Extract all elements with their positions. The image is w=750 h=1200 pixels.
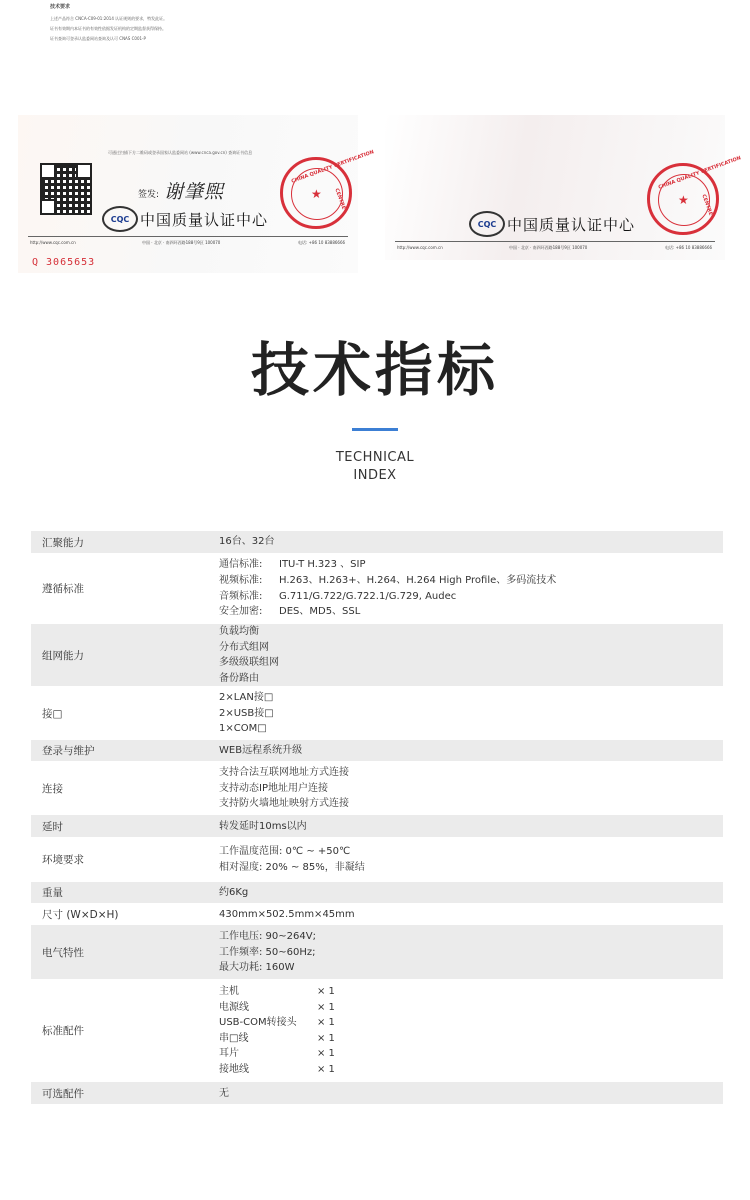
footer-phone: 电话: +86 10 83886666 (665, 245, 713, 250)
spec-value (207, 531, 723, 553)
qr-code-icon (40, 163, 92, 215)
section-subtitle (0, 449, 750, 485)
qr-note: 可通过扫描下方二维码或登录国家认监委网站 (www.cnca.gov.cn) 查询证书信息 (108, 150, 253, 155)
accessory-item: 耳片 × 1 (219, 1048, 335, 1060)
spec-row (31, 761, 723, 815)
spec-value-line: 无 (219, 1087, 229, 1099)
spec-value-line: 最大功耗: 160W (219, 962, 295, 974)
spec-table (31, 531, 723, 1104)
certification-seal-icon: ★ CHINA QUALITY CERTIFICATION CENTRE (647, 163, 719, 235)
spec-value-line: 备份路由 (219, 672, 259, 684)
spec-value (207, 815, 723, 837)
spec-value-line: 2×USB接□ (219, 707, 274, 719)
spec-row (31, 624, 723, 686)
spec-label: 组网能力 (31, 624, 207, 686)
spec-value (207, 979, 723, 1082)
spec-label: 汇聚能力 (31, 531, 207, 553)
certificate-line: 证书有效期内本证书的有效性依据发证机构的定期监督获得保持。 (50, 26, 166, 31)
certificate-images (0, 0, 750, 275)
spec-value-line: 分布式组网 (219, 641, 269, 653)
footer-phone: 电话: +86 10 83886666 (298, 240, 346, 245)
spec-value-line: 2×LAN接□ (219, 691, 274, 703)
certificate-right (385, 115, 742, 260)
section-title: 技术指标 (250, 336, 499, 404)
spec-row (31, 979, 723, 1082)
spec-label: 标准配件 (42, 1025, 84, 1038)
spec-row (31, 553, 723, 624)
spec-value-line: 工作电压: 90~264V; (219, 930, 316, 942)
spec-value-line: 转发延时10ms以内 (219, 820, 307, 832)
spec-value (207, 740, 723, 761)
certificate-heading: 技术要求 (50, 4, 71, 10)
spec-row (31, 531, 723, 553)
footer-address: 中国 · 北京 · 南四环西路188号9区 100070 (509, 245, 588, 250)
spec-value (207, 925, 723, 979)
footer-web: http://www.cqc.com.cn (397, 245, 443, 250)
spec-row (31, 740, 723, 761)
spec-value (207, 686, 723, 740)
divider (395, 241, 715, 242)
footer-web: http://www.cqc.com.cn (30, 240, 76, 245)
spec-value-line: 工作温度范围: 0℃ ~ +50℃ (219, 846, 351, 858)
cqc-logo-icon: CQC (102, 206, 138, 232)
certificate-line: 上述产品符合 CNCA-C09-01:2014 认证规则的要求，特发此证。 (50, 16, 168, 21)
certificate-left (18, 115, 375, 273)
spec-value-line: 安全加密: DES、MD5、SSL (219, 606, 361, 618)
spec-value-line: 支持防火墙地址映射方式连接 (219, 798, 349, 810)
spec-value (207, 837, 723, 882)
signature: 谢肇煕 (164, 181, 225, 203)
spec-row (31, 837, 723, 882)
subtitle-line: TECHNICAL (335, 450, 415, 465)
spec-value-line: 工作频率: 50~60Hz; (219, 946, 316, 958)
accessory-item: 主机 × 1 (219, 986, 335, 998)
spec-row (31, 1082, 723, 1104)
spec-label: 接□ (42, 707, 63, 720)
spec-value-line: 通信标准: ITU-T H.323 、SIP (219, 559, 366, 571)
spec-label: 遵循标准 (42, 583, 84, 595)
spec-value-line: 多级级联组网 (219, 657, 279, 669)
spec-value (207, 553, 723, 624)
spec-row (31, 925, 723, 979)
cqc-org-name: 中国质量认证中心 (140, 211, 269, 229)
spec-value-line: 相对湿度: 20% ~ 85%，非凝结 (219, 861, 365, 873)
spec-value-line: 1×COM□ (219, 723, 267, 735)
spec-label: 可选配件 (31, 1082, 207, 1104)
spec-value-line: 430mm×502.5mm×45mm (219, 908, 355, 920)
spec-value (207, 903, 723, 925)
spec-value (207, 882, 723, 903)
sign-label: 签发: (138, 190, 160, 200)
spec-value (207, 761, 723, 815)
certification-seal-icon: ★ CHINA QUALITY CERTIFICATION CENTRE (280, 157, 352, 229)
accessory-item: 串□线 × 1 (219, 1032, 335, 1044)
spec-value-line: 支持动态IP地址用户连接 (219, 782, 328, 794)
spec-row (31, 903, 723, 925)
spec-label: 尺寸 (W×D×H) (42, 908, 119, 921)
spec-label: 电气特性 (31, 925, 207, 979)
spec-value-line: 16台、32台 (219, 536, 275, 548)
spec-label: 连接 (42, 782, 63, 795)
certificate-top-text (50, 0, 750, 60)
spec-label: 重量 (31, 882, 207, 903)
footer-address: 中国 · 北京 · 南四环西路188号9区 100070 (142, 240, 221, 245)
spec-value-line: 负载均衡 (219, 626, 259, 637)
subtitle-line: INDEX (353, 468, 397, 483)
spec-row (31, 686, 723, 740)
spec-value (207, 624, 723, 686)
spec-value-line: WEB远程系统升级 (219, 745, 303, 757)
spec-value-line: 支持合法互联网地址方式连接 (219, 766, 349, 778)
spec-row (31, 815, 723, 837)
accessory-item: 电源线 × 1 (219, 1001, 335, 1013)
accessory-item: 接地线 × 1 (219, 1064, 335, 1076)
spec-label: 延时 (31, 815, 207, 837)
cqc-org-name: 中国质量认证中心 (507, 216, 636, 234)
spec-value (207, 1082, 723, 1104)
title-accent-bar (352, 428, 398, 431)
divider (28, 236, 348, 237)
spec-value-line: 约6Kg (219, 887, 249, 899)
spec-label: 登录与维护 (31, 740, 207, 761)
accessory-item: USB-COM转接头 × 1 (219, 1017, 335, 1029)
spec-value-line: 音频标准: G.711/G.722/G.722.1/G.729, Audec (219, 590, 457, 602)
certificate-number: Q 3065653 (32, 257, 96, 268)
cqc-logo-icon: CQC (469, 211, 505, 237)
spec-row (31, 882, 723, 903)
spec-label: 环境要求 (42, 854, 84, 867)
spec-value-line: 视频标准: H.263、H.263+、H.264、H.264 High Profile、多码流技术 (219, 574, 557, 586)
certificate-line: 证书查询可登录认监委网站查询及认可 CNAS C001-P (50, 36, 146, 41)
